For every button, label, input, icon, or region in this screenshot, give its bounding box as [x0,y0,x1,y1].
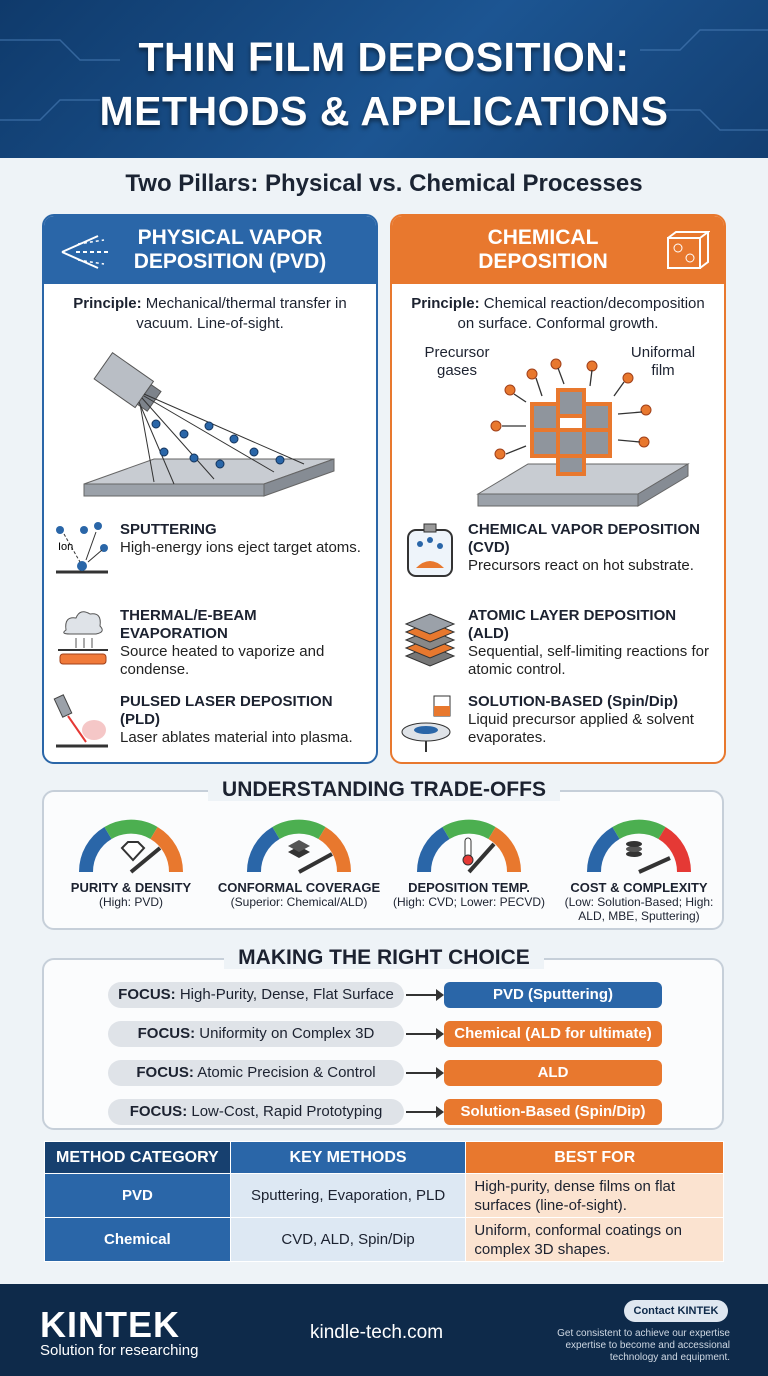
method-cvd: CHEMICAL VAPOR DEPOSITION (CVD) Precursors react on hot substrate. [392,509,724,595]
chemical-illustration: Precursor gases Uniformal film [392,334,724,539]
website-link[interactable]: kindle-tech.com [310,1322,444,1343]
table-row: PVD Sputtering, Evaporation, PLD High-purity, dense films on flat surfaces (line-of-sight). [45,1174,724,1218]
method-desc: High-energy ions eject target atoms. [120,539,361,556]
result-badge: Solution-Based (Spin/Dip) [444,1099,662,1125]
diamond-icon [76,818,186,874]
method-sputtering [44,509,376,595]
result-badge: PVD (Sputtering) [444,982,662,1008]
method-title: SPUTTERING [120,521,217,538]
contact-text: Get consistent to achieve our expertise expertise to become and accessional technology and equipment. [557,1328,730,1363]
page-title: THIN FILM DEPOSITION: METHODS & APPLICATIONS [99,34,669,134]
laser-icon [50,692,114,756]
thermometer-icon [414,818,524,874]
svg-text:Ion: Ion [58,541,74,553]
choice-title: MAKING THE RIGHT CHOICE [0,946,768,970]
method-ald: ATOMIC LAYER DEPOSITION (ALD) Sequential, self-limiting reactions for atomic control. [392,595,724,681]
section-subtitle: Two Pillars: Physical vs. Chemical Processes [125,170,643,197]
table-header: KEY METHODS [230,1142,466,1174]
evaporation-icon [50,606,114,670]
chemical-principle: Principle: Chemical reaction/decomposition on surface. Conformal growth. [411,295,705,332]
spin-coater-icon [398,692,462,756]
method-solution: SOLUTION-BASED (Spin/Dip) Liquid precursor applied & solvent evaporates. [392,681,724,767]
footer [0,1284,768,1376]
arrow-icon [406,1033,442,1035]
choice-row [108,982,662,1008]
tradeoffs-title: UNDERSTANDING TRADE-OFFS [0,778,768,802]
tagline: Solution for researching [40,1342,199,1359]
layers-icon [244,818,354,874]
gauge-conformal: CONFORMAL COVERAGE (Superior: Chemical/ALD) [214,818,384,909]
arrow-icon [406,1111,442,1113]
pvd-principle: Principle: Mechanical/thermal transfer in vacuum. Line-of-sight. [73,295,347,332]
gauge-cost: COST & COMPLEXITY (Low: Solution-Based; High: ALD, MBE, Sputtering) [554,818,724,923]
molecule-cube-icon [660,230,710,274]
gauge-temperature: DEPOSITION TEMP. (High: CVD; Lower: PECVD) [384,818,554,909]
kintek-logo: KINTEK [40,1304,180,1345]
pvd-header: PHYSICAL VAPOR DEPOSITION (PVD) [44,216,376,284]
method-evaporation: THERMAL/E-BEAM EVAPORATION Source heated to vaporize and condense. [44,595,376,681]
focus-pill: FOCUS: Atomic Precision & Control [108,1060,404,1086]
focus-pill: FOCUS: Uniformity on Complex 3D [108,1021,404,1047]
sputtering-icon [50,520,114,584]
coins-icon [584,818,694,874]
focus-pill: FOCUS: Low-Cost, Rapid Prototyping [108,1099,404,1125]
header-banner [0,0,768,158]
arrow-icon [406,1072,442,1074]
gauge-purity: PURITY & DENSITY (High: PVD) [46,818,216,909]
result-badge: ALD [444,1060,662,1086]
layers-stack-icon [398,606,462,670]
choice-row [108,1099,662,1125]
table-header: METHOD CATEGORY [45,1142,231,1174]
table-row: Chemical CVD, ALD, Spin/Dip Uniform, conformal coatings on complex 3D shapes. [45,1218,724,1262]
chemical-header: CHEMICAL DEPOSITION [392,216,724,284]
contact-button[interactable]: Contact KINTEK [624,1300,728,1322]
choice-row [108,1060,662,1086]
summary-table [44,1141,724,1262]
eye-beam-icon [58,230,114,274]
result-badge: Chemical (ALD for ultimate) [444,1021,662,1047]
table-header: BEST FOR [466,1142,724,1174]
focus-pill: FOCUS: High-Purity, Dense, Flat Surface [108,982,404,1008]
choice-row [108,1021,662,1047]
cvd-chamber-icon [398,520,462,584]
arrow-icon [406,994,442,996]
method-pld: PULSED LASER DEPOSITION (PLD) Laser ablates material into plasma. [44,681,376,767]
